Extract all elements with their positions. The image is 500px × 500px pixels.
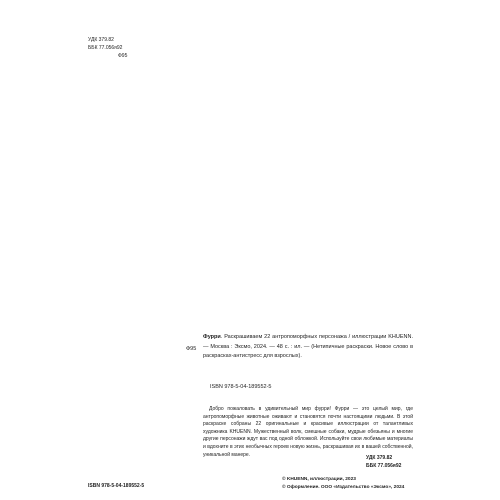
catalog-entry-text: . Раскрашиваем 22 антропоморфных персонажа / иллюстрации KHUENN. — Москва : Эксмо, 2024. — 48 с. : ил. — (Нетипичные раскраски. Новое слово в раскрасках-антистресс для взрослых).	[203, 334, 413, 359]
classification-codes-top	[88, 36, 127, 60]
bbk-code: ББК 77.056я92	[88, 45, 123, 51]
catalog-title: Фурри	[203, 334, 221, 340]
catalog-isbn: ISBN 978-5-04-189552-5	[210, 384, 272, 390]
classification-codes-right	[366, 455, 401, 470]
isbn-bottom: ISBN 978-5-04-189552-5	[88, 483, 145, 489]
copyright-line-2: © Оформление. ООО «Издательство «Эксмо», 2024	[282, 485, 405, 490]
bbk-code-right: ББК 77.056я92	[366, 462, 402, 469]
udk-code-right: УДК 379.82	[366, 455, 393, 461]
catalog-author-mark: Ф95	[186, 346, 197, 352]
copyright-line-1: © KHUENN, иллюстрации, 2023	[282, 477, 356, 482]
author-mark: Ф95	[118, 53, 128, 59]
annotation-text: Добро пожаловать в удивительный мир фурри! Фурри — это целый мир, где антропоморфные животные оживают и становятся почти настоящими людьми. В этой раскраске собраны 22 оригинальные и красивые иллюстрации от талантливых художника KHUENN. Мужественный волк, смешные собаки, мудрые обезьяны и многие другие персонажи ждут вас под одной обложкой. Используйте свои любимые материалы и вдохните в этих необычных героев новую жизнь, раскрашивая их в вашей собственной, уникальной манере.	[203, 406, 413, 458]
udk-code: УДК 379.82	[88, 37, 114, 43]
catalog-entry	[203, 333, 413, 362]
copyright-block	[282, 476, 404, 492]
